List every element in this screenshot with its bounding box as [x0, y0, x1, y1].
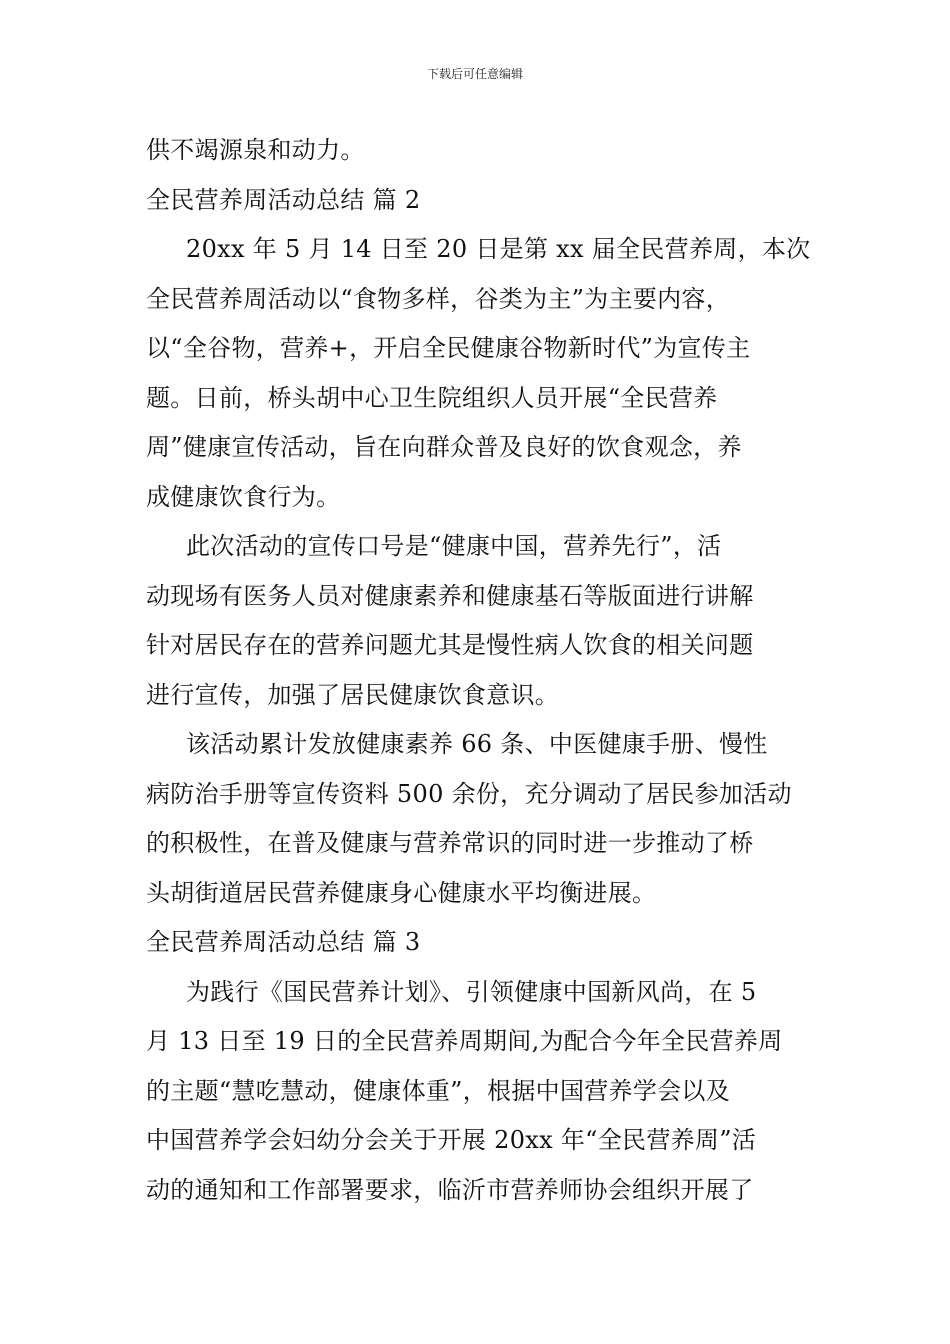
- paragraph-line: 中国营养学会妇幼分会关于开展 20xx 年“全民营养周”活: [146, 1126, 757, 1154]
- paragraph-line: 进行宣传，加强了居民健康饮食意识。: [146, 680, 560, 709]
- paragraph-line: 针对居民存在的营养问题尤其是慢性病人饮食的相关问题: [146, 631, 754, 659]
- paragraph-line: 病防治手册等宣传资料 500 余份，充分调动了居民参加活动: [146, 779, 792, 808]
- paragraph-line: 该活动累计发放健康素养 66 条、中医健康手册、慢性: [186, 730, 768, 758]
- page-header: 下载后可任意编辑: [426, 67, 523, 81]
- paragraph-line: 的主题“慧吃慧动，健康体重”，根据中国营养学会以及: [146, 1076, 731, 1105]
- paragraph-line: 20xx 年 5 月 14 日至 20 日是第 xx 届全民营养周，本次: [186, 235, 811, 263]
- paragraph-line: 全民营养周活动以“食物多样，谷类为主”为主要内容，: [146, 284, 731, 313]
- paragraph-line: 动的通知和工作部署要求，临沂市营养师协会组织开展了: [146, 1175, 754, 1204]
- paragraph-line: 以“全谷物，营养+，开启全民健康谷物新时代”为宣传主: [146, 334, 751, 362]
- section-heading: 全民营养周活动总结 篇 2: [146, 185, 421, 214]
- document-body: [146, 126, 811, 1215]
- paragraph-line: 的积极性，在普及健康与营养常识的同时进一步推动了桥: [146, 829, 754, 857]
- paragraph-line: 周”健康宣传活动，旨在向群众普及良好的饮食观念，养: [146, 433, 742, 461]
- paragraph-line: 题。日前，桥头胡中心卫生院组织人员开展“全民营养: [146, 383, 718, 412]
- paragraph-line: 动现场有医务人员对健康素养和健康基石等版面进行讲解: [146, 581, 754, 610]
- paragraph-line: 为践行《国民营养计划》、引领健康中国新风尚，在 5: [186, 977, 757, 1006]
- paragraph-line: 头胡街道居民营养健康身心健康水平均衡进展。: [146, 878, 657, 907]
- paragraph-line: 此次活动的宣传口号是“健康中国，营养先行”，活: [186, 532, 722, 560]
- section-heading: 全民营养周活动总结 篇 3: [146, 928, 421, 956]
- paragraph-line: 月 13 日至 19 日的全民营养周期间,为配合今年全民营养周: [146, 1027, 783, 1055]
- paragraph-line: 供不竭源泉和动力。: [146, 136, 365, 164]
- paragraph-line: 成健康饮食行为。: [146, 482, 341, 511]
